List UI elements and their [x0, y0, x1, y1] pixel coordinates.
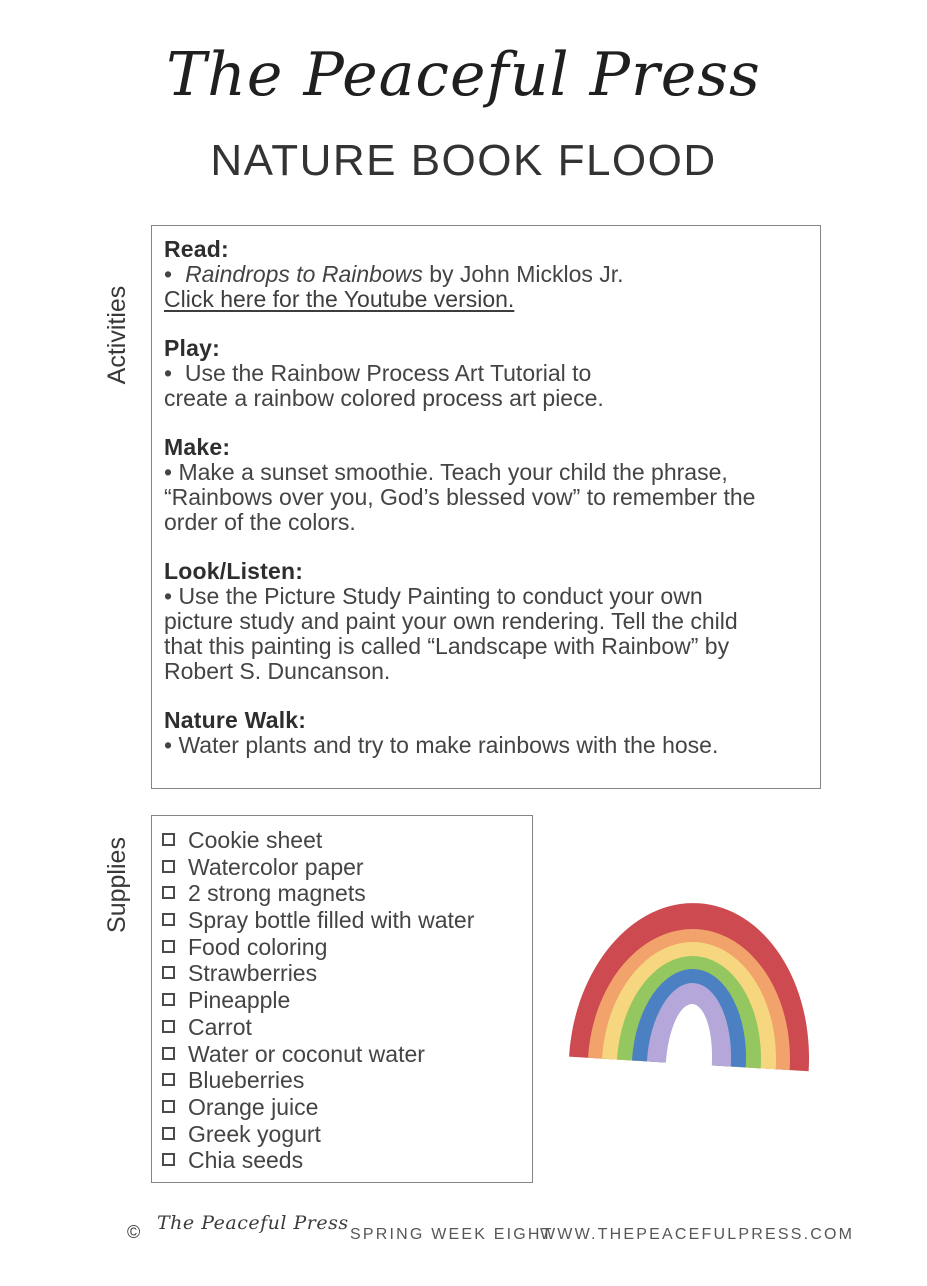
look-listen-line: that this painting is called “Landscape with Rainbow” by: [164, 633, 730, 659]
checkbox-icon[interactable]: [162, 833, 175, 846]
supply-item: [162, 1121, 526, 1148]
supply-label: Spray bottle filled with water: [188, 907, 475, 934]
checkbox-icon[interactable]: [162, 886, 175, 899]
rainbow-svg: [556, 870, 831, 1101]
footer-brand-script: The Peaceful Press: [157, 1212, 349, 1234]
supply-label: Cookie sheet: [188, 827, 323, 853]
play-section: [164, 336, 812, 411]
read-section: [164, 237, 812, 312]
make-line: “Rainbows over you, God’s blessed vow” to remember the: [164, 484, 756, 510]
checkbox-icon[interactable]: [162, 1100, 175, 1113]
checkbox-icon[interactable]: [162, 940, 175, 953]
supply-item: [162, 1094, 526, 1121]
book-author: by John Micklos Jr.: [422, 261, 624, 287]
checkbox-icon[interactable]: [162, 1073, 175, 1086]
checkbox-icon[interactable]: [162, 1020, 175, 1033]
supply-label: Pineapple: [188, 987, 291, 1014]
copyright-icon: ©: [127, 1222, 141, 1242]
look-listen-line: picture study and paint your own rendering. Tell the child: [164, 608, 738, 634]
supply-item: [162, 854, 526, 881]
supply-label: Chia seeds: [188, 1147, 304, 1174]
supply-item: [162, 1041, 526, 1068]
read-book-line: [164, 262, 812, 287]
supply-item: [162, 1067, 526, 1094]
footer-week-label: SPRING WEEK EIGHT: [350, 1226, 554, 1243]
make-line: • Make a sunset smoothie. Teach your child the phrase,: [164, 459, 728, 485]
look-listen-section: [164, 559, 812, 684]
page-title: NATURE BOOK FLOOD: [210, 136, 717, 185]
youtube-link[interactable]: Click here for the Youtube version.: [164, 286, 515, 312]
checkbox-icon[interactable]: [162, 1153, 175, 1166]
supply-label: Greek yogurt: [188, 1120, 321, 1147]
nature-walk-section: [164, 708, 812, 758]
activities-box: [151, 225, 821, 789]
supply-label: Orange juice: [188, 1093, 319, 1120]
supply-label: Food coloring: [188, 933, 328, 960]
supplies-section-label: Supplies: [103, 837, 131, 933]
checkbox-icon[interactable]: [162, 1047, 175, 1060]
checkbox-icon[interactable]: [162, 913, 175, 926]
rainbow-illustration: [556, 870, 831, 1101]
activities-section-label: Activities: [103, 285, 131, 385]
supply-label: Water or coconut water: [188, 1040, 425, 1067]
supply-item: [162, 827, 526, 854]
look-listen-line: • Use the Picture Study Painting to conduct your own: [164, 583, 703, 609]
make-line: order of the colors.: [164, 509, 356, 535]
supplies-box: [151, 815, 533, 1183]
nature-walk-heading: Nature Walk:: [164, 707, 307, 733]
play-line: • Use the Rainbow Process Art Tutorial to: [164, 360, 592, 386]
book-title: Raindrops to Rainbows: [185, 261, 423, 287]
look-listen-heading: Look/Listen:: [164, 558, 304, 584]
play-heading: Play:: [164, 335, 220, 361]
supply-item: [162, 987, 526, 1014]
supply-item: [162, 934, 526, 961]
supply-label: Watercolor paper: [188, 853, 364, 880]
supply-label: Blueberries: [188, 1067, 305, 1094]
checkbox-icon[interactable]: [162, 860, 175, 873]
supply-item: [162, 880, 526, 907]
make-heading: Make:: [164, 434, 231, 460]
make-section: [164, 435, 812, 535]
supply-item: [162, 1014, 526, 1041]
nature-walk-line: • Water plants and try to make rainbows with the hose.: [164, 732, 719, 758]
supply-label: Strawberries: [188, 960, 318, 987]
supply-item: [162, 1147, 526, 1174]
footer-website-link[interactable]: WWW.THEPEACEFULPRESS.COM: [540, 1226, 855, 1243]
checkbox-icon[interactable]: [162, 966, 175, 979]
supply-item: [162, 907, 526, 934]
supply-label: 2 strong magnets: [188, 880, 366, 907]
read-heading: Read:: [164, 236, 229, 262]
logo-script: The Peaceful Press: [166, 40, 761, 110]
checkbox-icon[interactable]: [162, 993, 175, 1006]
look-listen-line: Robert S. Duncanson.: [164, 658, 391, 684]
bullet: •: [164, 261, 173, 287]
supply-label: Carrot: [188, 1013, 252, 1040]
supply-item: [162, 960, 526, 987]
checkbox-icon[interactable]: [162, 1127, 175, 1140]
play-line: create a rainbow colored process art piece.: [164, 385, 604, 411]
